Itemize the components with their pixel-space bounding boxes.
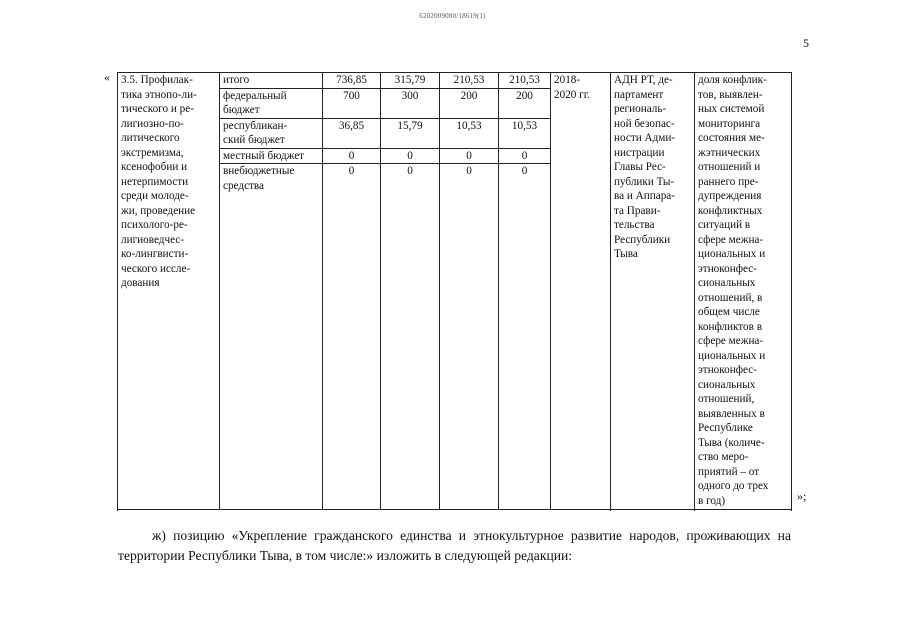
value-cell: 0 bbox=[381, 164, 440, 510]
value-cell: 15,79 bbox=[381, 118, 440, 148]
value-cell: 0 bbox=[381, 148, 440, 164]
document-id: 6202009080/18619(1) bbox=[419, 12, 486, 20]
opening-quote: « bbox=[104, 70, 110, 84]
value-cell: 200 bbox=[499, 88, 551, 118]
value-cell: 300 bbox=[381, 88, 440, 118]
value-cell: 0 bbox=[499, 164, 551, 510]
program-table bbox=[117, 72, 792, 510]
table-row bbox=[118, 73, 792, 89]
source-text: республикан- ский бюджет bbox=[223, 119, 288, 146]
source-text: местный бюджет bbox=[223, 149, 305, 162]
source-cell bbox=[220, 148, 323, 164]
value-cell: 10,53 bbox=[499, 118, 551, 148]
value-cell: 36,85 bbox=[323, 118, 381, 148]
value-cell: 210,53 bbox=[440, 73, 499, 89]
value-cell: 0 bbox=[499, 148, 551, 164]
source-text: итого bbox=[223, 74, 250, 86]
value-cell: 0 bbox=[323, 148, 381, 164]
result-text: доля конфлик- тов, выявлен- ных системой мониторинга состояния ме- жэтнических отношений и раннего пре- дупреждения конфликтных ситуаций в сфере межна- циональных и этноконфес- сиональных отношений, в общем числе конфликтов в сфере межна- циональных и этноконфес- сиональных отношений, выявленных в Республике Тыва (количе- ство меро- приятий – от одного до трех в год) bbox=[698, 74, 769, 507]
value-cell: 0 bbox=[440, 148, 499, 164]
source-cell bbox=[220, 118, 323, 148]
measure-cell bbox=[118, 73, 220, 510]
page-number: 5 bbox=[803, 36, 809, 50]
executor-text: АДН РТ, де- партамент региональ- ной безопас- ности Адми- нистрации Главы Рес- публики Ты- ва и Аппара- та Прави- тельства Республики Тыва bbox=[614, 74, 676, 260]
closing-quote: »; bbox=[797, 489, 807, 503]
executor-cell bbox=[611, 73, 695, 510]
result-cell bbox=[695, 73, 792, 510]
value-cell: 0 bbox=[440, 164, 499, 510]
value-cell: 210,53 bbox=[499, 73, 551, 89]
value-cell: 0 bbox=[323, 164, 381, 510]
period-cell bbox=[551, 73, 611, 510]
body-paragraph: ж) позицию «Укрепление гражданского единства и этнокультурное развитие народов, проживающих на территории Республики Тыва, в том числе:» изложить в следующей редакции: bbox=[118, 528, 791, 563]
source-cell bbox=[220, 164, 323, 510]
value-cell: 736,85 bbox=[323, 73, 381, 89]
source-cell bbox=[220, 73, 323, 89]
measure-text: 3.5. Профилак- тика этнопо-ли- тического и ре- лигиозно-по- литического экстремизма, ксенофобии и нетерпимости среди молоде- жи, проведение психолого-ре- лигиоведчес- ко-лингвисти- ческого иссле- дования bbox=[121, 74, 197, 289]
source-text: федеральный бюджет bbox=[223, 89, 287, 116]
period-text: 2018- 2020 гг. bbox=[554, 74, 590, 101]
value-cell: 700 bbox=[323, 88, 381, 118]
value-cell: 10,53 bbox=[440, 118, 499, 148]
source-cell bbox=[220, 88, 323, 118]
source-text: внебюджетные средства bbox=[223, 165, 295, 192]
value-cell: 200 bbox=[440, 88, 499, 118]
value-cell: 315,79 bbox=[381, 73, 440, 89]
